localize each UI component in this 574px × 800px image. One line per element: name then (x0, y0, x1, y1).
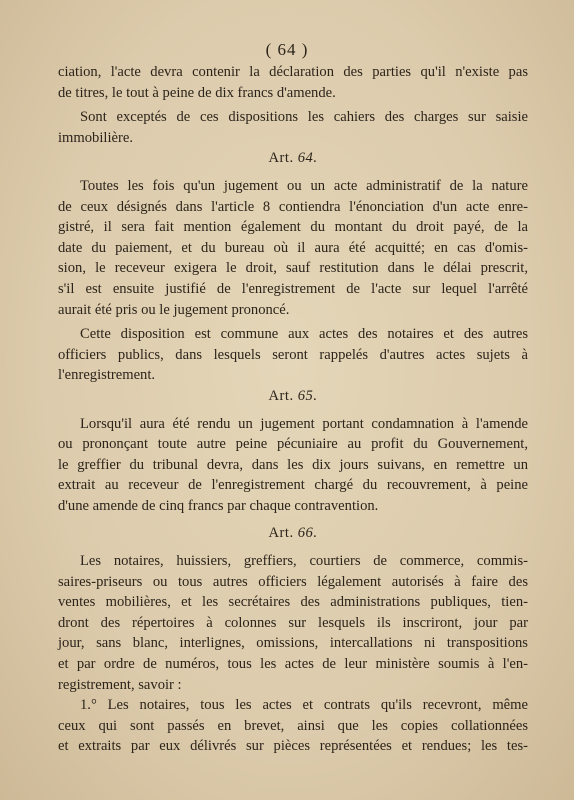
text-line: saires-priseurs ou tous autres officiers légalement autorisés à faire des (58, 573, 528, 590)
article-heading-65 (58, 386, 528, 407)
text-line: sion, le receveur exigera le droit, sauf restitution dans le délai prescrit, (58, 260, 528, 277)
article-number: 64. (297, 150, 318, 167)
text-line: extrait au receveur de l'enregistrement chargé du recouvrement, à peine (58, 477, 528, 494)
text-line: 1.° Les notaires, tous les actes et contrats qu'ils recevront, même (80, 697, 528, 714)
text-line: Toutes les fois qu'un jugement ou un acte administratif de la nature (80, 177, 528, 194)
text-line: d'une amende de cinq francs par chaque contravention. (58, 497, 379, 514)
paragraph-article-66 (58, 551, 528, 695)
article-label: Art. (268, 150, 294, 167)
text-line: date du paiement, et du bureau où il aura été acquitté; en cas d'omis- (58, 239, 528, 256)
text-line: et par ordre de numéros, tous les actes de leur ministère soumis à l'en- (58, 656, 528, 673)
text-line: ou prononçant toute autre peine pécuniaire au profit du Gouvernement, (58, 436, 528, 453)
article-heading-64 (58, 148, 528, 169)
text-line: immobilière. (58, 129, 133, 146)
text-line: jour, sans blanc, interlignes, omissions, intercallations ni transpositions (58, 635, 528, 652)
text-line: Cette disposition est commune aux actes des notaires et des autres (80, 326, 528, 343)
text-line: l'enregistrement. (58, 367, 156, 384)
text-line: aurait été pris ou le jugement prononcé. (58, 301, 290, 318)
text-line: officiers publics, dans lesquels seront rappelés d'autres actes sujets à (58, 346, 528, 363)
text-line: le greffier du tribunal devra, dans les dix jours suivans, en remettre un (58, 456, 528, 473)
text-line: dront des répertoires à colonnes sur lesquels ils inscriront, jour par (58, 614, 528, 631)
text-line: de ceux désignés dans l'article 8 contiendra l'énonciation d'un acte enre- (58, 198, 528, 215)
text-line: registrement, savoir : (58, 676, 182, 693)
paragraph-article-65 (58, 414, 528, 517)
page-number: ( 64 ) (265, 40, 309, 59)
article-label: Art. (268, 387, 294, 404)
paragraph-article-64 (58, 176, 528, 320)
paragraph-notaries (58, 695, 528, 757)
text-line: ciation, l'acte devra contenir la déclaration des parties qu'il n'existe pas (58, 64, 528, 80)
text-line: de titres, le tout à peine de dix francs d'amende. (58, 84, 336, 101)
paragraph-continuation (58, 62, 528, 103)
article-heading-66 (58, 523, 528, 544)
text-line: s'il est ensuite justifié de l'enregistrement de l'acte sur lequel l'arrêté (58, 280, 528, 297)
paragraph-exceptions (58, 107, 528, 148)
text-line: Les notaires, huissiers, greffiers, courtiers de commerce, commis- (80, 553, 528, 570)
article-label: Art. (268, 525, 294, 542)
paragraph-common-provision (58, 324, 528, 386)
text-line: et extraits par eux délivrés sur pièces représentées et rendues; les tes- (58, 738, 528, 755)
article-number: 65. (297, 387, 318, 404)
article-number: 66. (297, 525, 318, 542)
text-line: ventes mobilières, et les secrétaires des administrations publiques, tien- (58, 594, 528, 611)
text-line: Lorsqu'il aura été rendu un jugement portant condamnation à l'amende (80, 415, 528, 432)
page-body (58, 62, 528, 757)
text-line: Sont exceptés de ces dispositions les cahiers des charges sur saisie (80, 109, 528, 126)
text-line: ceux qui sont passés en brevet, ainsi que les copies collationnées (58, 717, 528, 734)
text-line: gistré, il sera fait mention également du montant du droit payé, de la (58, 219, 528, 236)
